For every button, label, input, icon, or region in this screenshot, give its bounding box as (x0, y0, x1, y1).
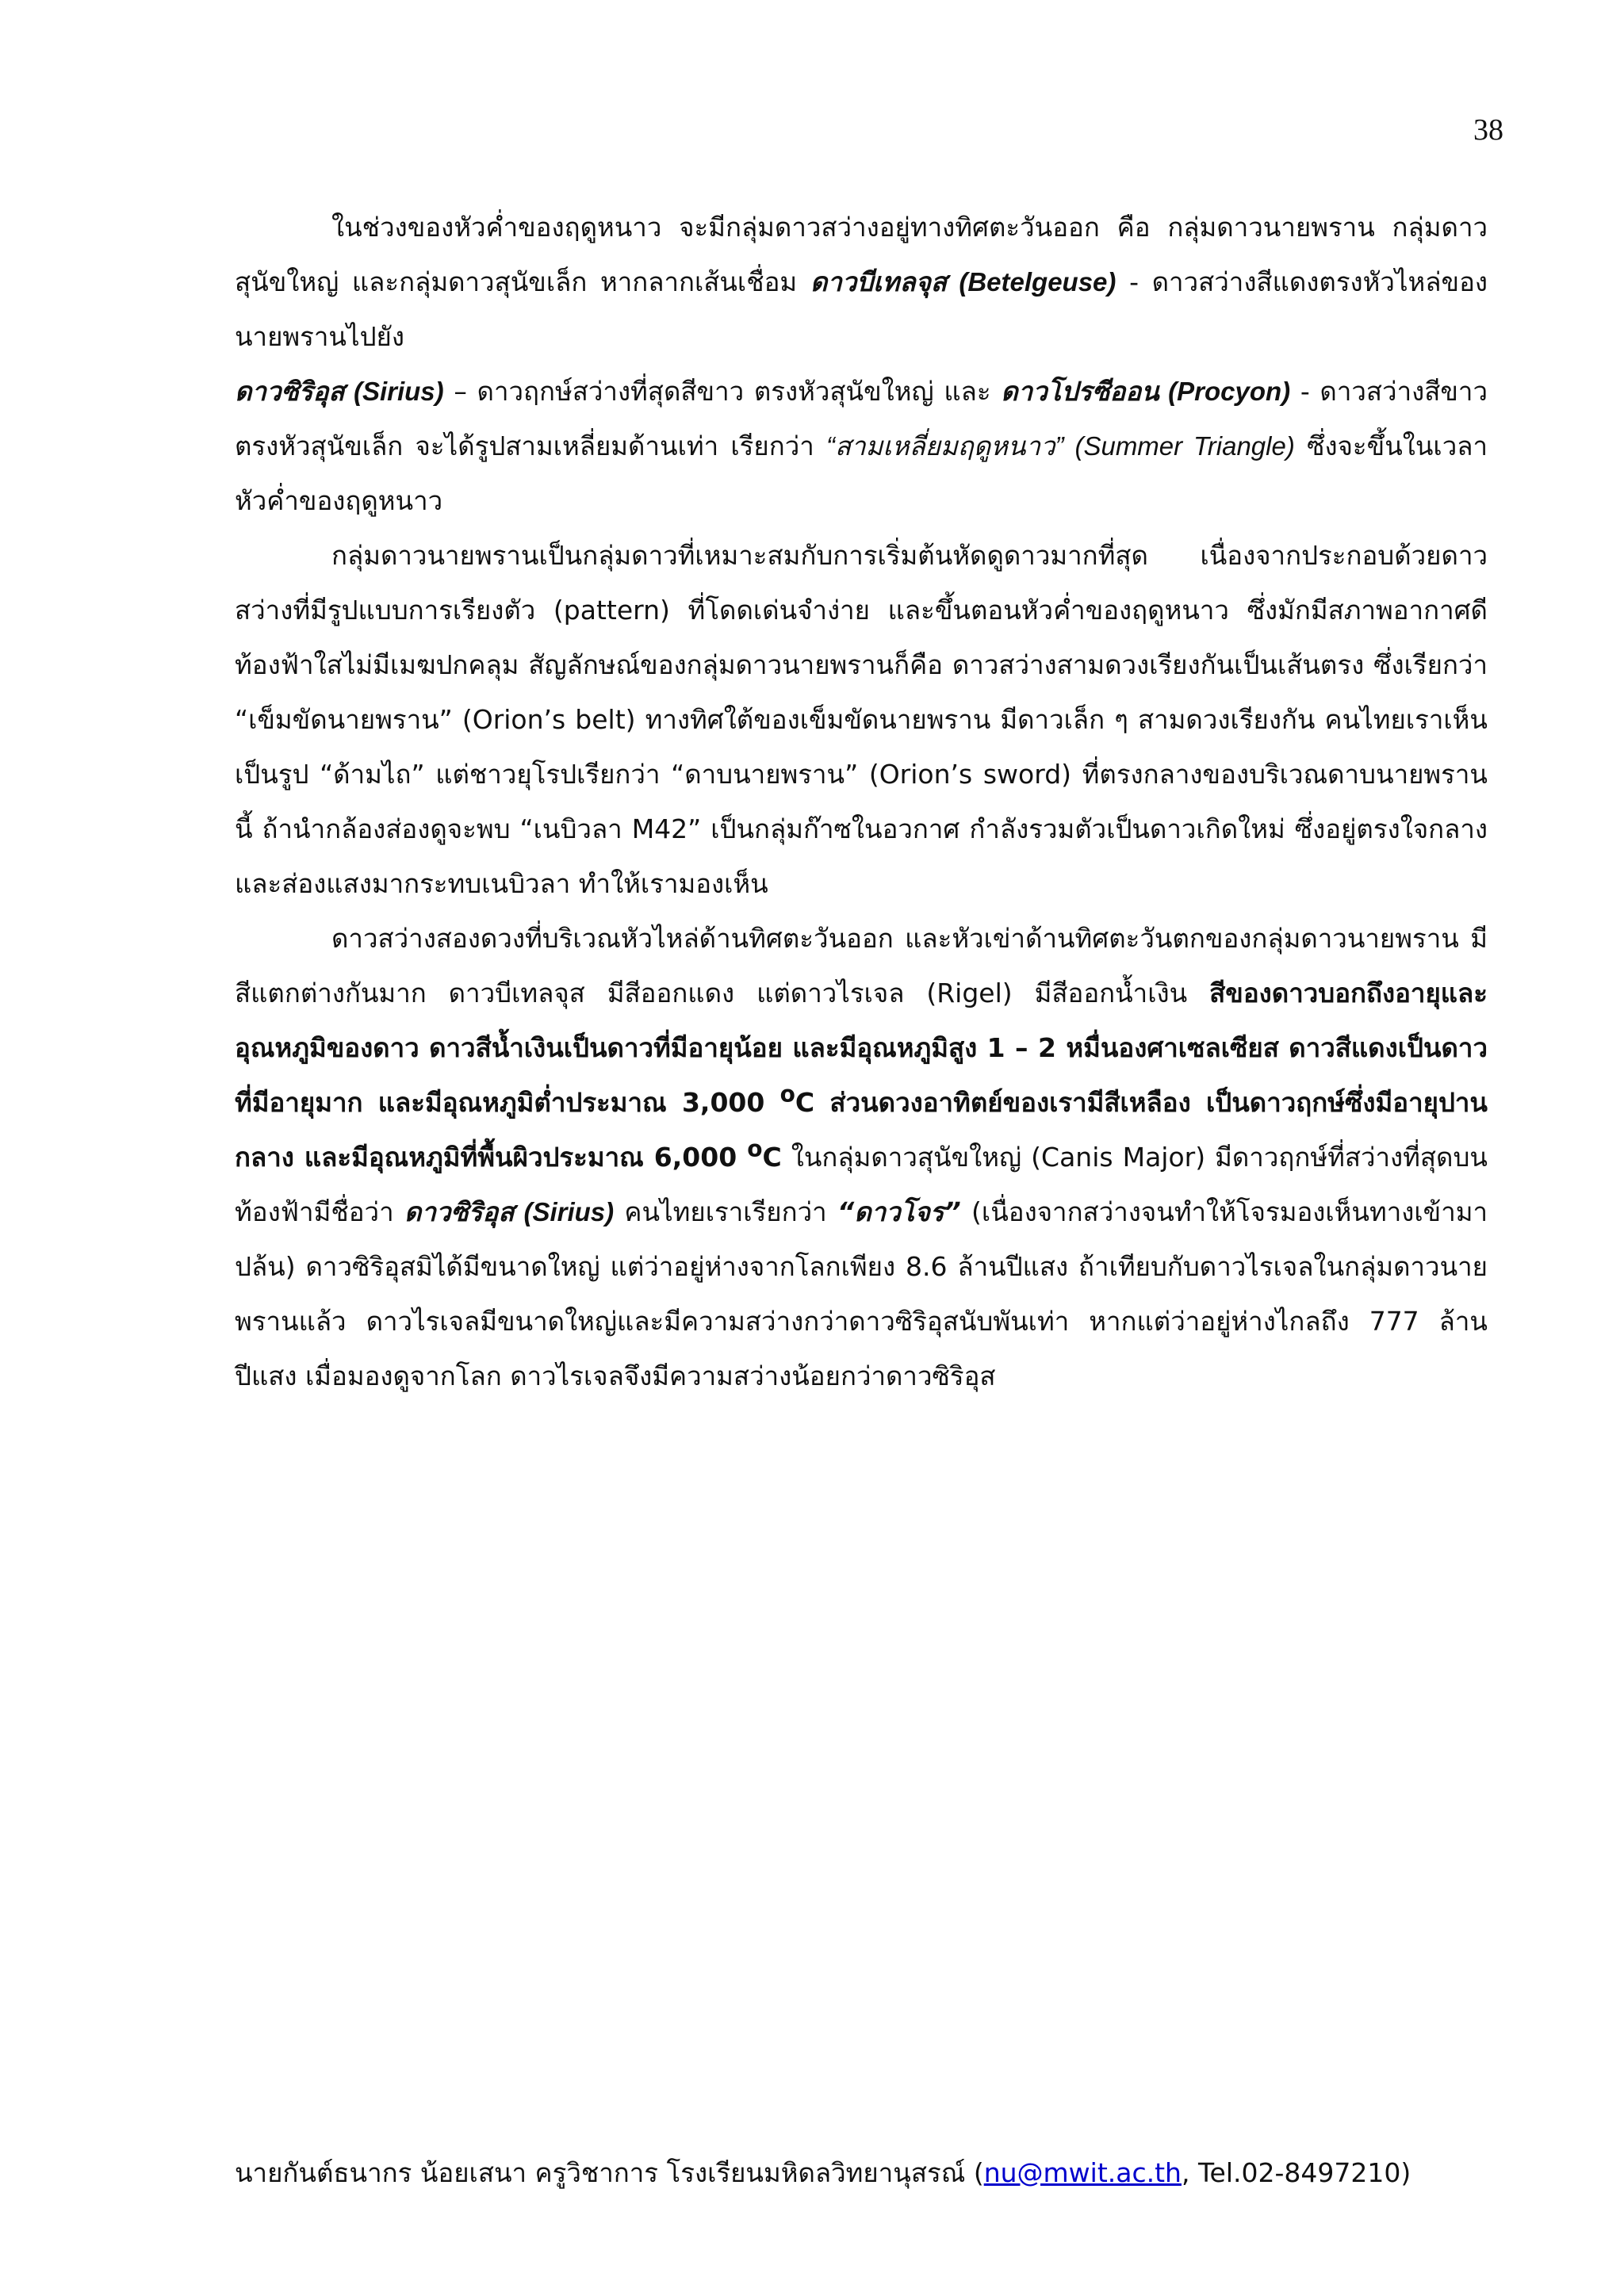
thief-star-term: “ดาวโจร” (837, 1196, 961, 1227)
betelgeuse-term: ดาวบีเทลจุส (Betelgeuse) (810, 267, 1116, 297)
celsius-unit: C (762, 1142, 782, 1173)
paragraph-star-colors (235, 911, 1488, 1403)
paragraph-text: ดาวสว่างสองดวงที่บริเวณหัวไหล่ด้านทิศตะวันออก และหัวเข่าด้านทิศตะวันตกของกลุ่มดาวนายพราน มีสีแตกต่างกันมาก ดาวบีเทลจุส มีสีออกแดง แต่ดาวไรเจล (Rigel) มีสีออกน้ำเงิน (235, 923, 1488, 1008)
sirius-term: ดาวซิริอุส (Sirius) (404, 1197, 615, 1226)
document-body (235, 200, 1488, 1403)
paragraph-text: ในกลุ่มดาวสุนัขใหญ่ (Canis Major) มีดาวฤกษ์ที่สว่างที่สุดบนท้องฟ้ามีชื่อว่า (235, 1142, 1488, 1227)
paragraph-text: - ดาวสว่างสีแดงตรงหัวไหล่ของนายพรานไปยัง (235, 266, 1488, 352)
page-footer (235, 2152, 1411, 2194)
degree-symbol: o (747, 1135, 763, 1162)
paragraph-text: – ดาวฤกษ์สว่างที่สุดสีขาว ตรงหัวสุนัขใหญ่ และ (443, 376, 1002, 407)
paragraph-winter-sky (235, 200, 1488, 364)
footer-author: นายกันต์ธนากร น้อยเสนา ครูวิชาการ โรงเรียนมหิดลวิทยานุสรณ์ ( (235, 2157, 984, 2188)
paragraph-text: - ดาวสว่างสีขาวตรงหัวสุนัขเล็ก จะได้รูปสามเหลี่ยมด้านเท่า เรียกว่า (235, 376, 1488, 461)
star-color-statement: สีของดาวบอกถึงอายุและอุณหภูมิของดาว ดาวสีน้ำเงินเป็นดาวที่มีอายุน้อย และมีอุณหภูมิสูง 1 – 2 หมื่นองศาเซลเซียส ดาวสีแดงเป็นดาวที่มีอายุมาก และมีอุณหภูมิต่ำประมาณ 3,000 (235, 978, 1488, 1118)
email-link[interactable]: nu@mwit.ac.th (983, 2157, 1182, 2188)
paragraph-text: (เนื่องจากสว่างจนทำให้โจรมองเห็นทางเข้ามาปล้น) ดาวซิริอุสมิได้มีขนาดใหญ่ แต่ว่าอยู่ห่างจากโลกเพียง 8.6 ล้านปีแสง ถ้าเทียบกับดาวไรเจลในกลุ่มดาวนายพรานแล้ว ดาวไรเจลมีขนาดใหญ่และมีความสว่างกว่าดาวซิริอุสนับพันเท่า หากแต่ว่าอยู่ห่างไกลถึง 777 ล้านปีแสง เมื่อมองดูจากโลก ดาวไรเจลจึงมีความสว่างน้อยกว่าดาวซิริอุส (235, 1196, 1488, 1391)
summer-triangle-term: “สามเหลี่ยมฤดูหนาว” (Summer Triangle) (826, 431, 1295, 461)
degree-symbol: o (779, 1081, 795, 1108)
footer-phone: , Tel.02-8497210) (1181, 2157, 1411, 2188)
paragraph-orion (235, 528, 1488, 911)
procyon-term: ดาวโปรซีออน (Procyon) (1001, 377, 1291, 406)
paragraph-text: คนไทยเราเรียกว่า (614, 1196, 837, 1227)
paragraph-text: กลุ่มดาวนายพรานเป็นกลุ่มดาวที่เหมาะสมกับการเริ่มต้นหัดดูดาวมากที่สุด เนื่องจากประกอบด้วยดาวสว่างที่มีรูปแบบการเรียงตัว (pattern) ที่โดดเด่นจำง่าย และขึ้นตอนหัวค่ำของฤดูหนาว ซึ่งมักมีสภาพอากาศดีท้องฟ้าใสไม่มีเมฆปกคลุม สัญลักษณ์ของกลุ่มดาวนายพรานก็คือ ดาวสว่างสามดวงเรียงกันเป็นเส้นตรง ซึ่งเรียกว่า “เข็มขัดนายพราน” (Orion’s belt) ทางทิศใต้ของเข็มขัดนายพราน มีดาวเล็ก ๆ สามดวงเรียงกัน คนไทยเราเห็นเป็นรูป “ด้ามไถ” แต่ชาวยุโรปเรียกว่า “ดาบนายพราน” (Orion’s sword) ที่ตรงกลางของบริเวณดาบนายพรานนี้ ถ้านำกล้องส่องดูจะพบ “เนบิวลา M42” เป็นกลุ่มก๊าซในอวกาศ กำลังรวมตัวเป็นดาวเกิดใหม่ ซึ่งอยู่ตรงใจกลางและส่องแสงมากระทบเนบิวลา ทำให้เรามองเห็น (235, 540, 1488, 899)
paragraph-text: ในช่วงของหัวค่ำของฤดูหนาว จะมีกลุ่มดาวสว่างอยู่ทางทิศตะวันออก คือ กลุ่มดาวนายพราน กลุ่มดาวสุนัขใหญ่ และกลุ่มดาวสุนัขเล็ก หากลากเส้นเชื่อม (235, 212, 1488, 297)
paragraph-summer-triangle (235, 364, 1488, 528)
page-number: 38 (1473, 113, 1503, 147)
paragraph-text: ซึ่งจะขึ้นในเวลาหัวค่ำของฤดูหนาว (235, 430, 1488, 516)
sirius-term: ดาวซิริอุส (Sirius) (235, 377, 444, 406)
star-color-statement: C ส่วนดวงอาทิตย์ของเรามีสีเหลือง เป็นดาวฤกษ์ซึ่งมีอายุปานกลาง และมีอุณหภูมิที่พื้นผิวประมาณ 6,000 (235, 1087, 1488, 1173)
